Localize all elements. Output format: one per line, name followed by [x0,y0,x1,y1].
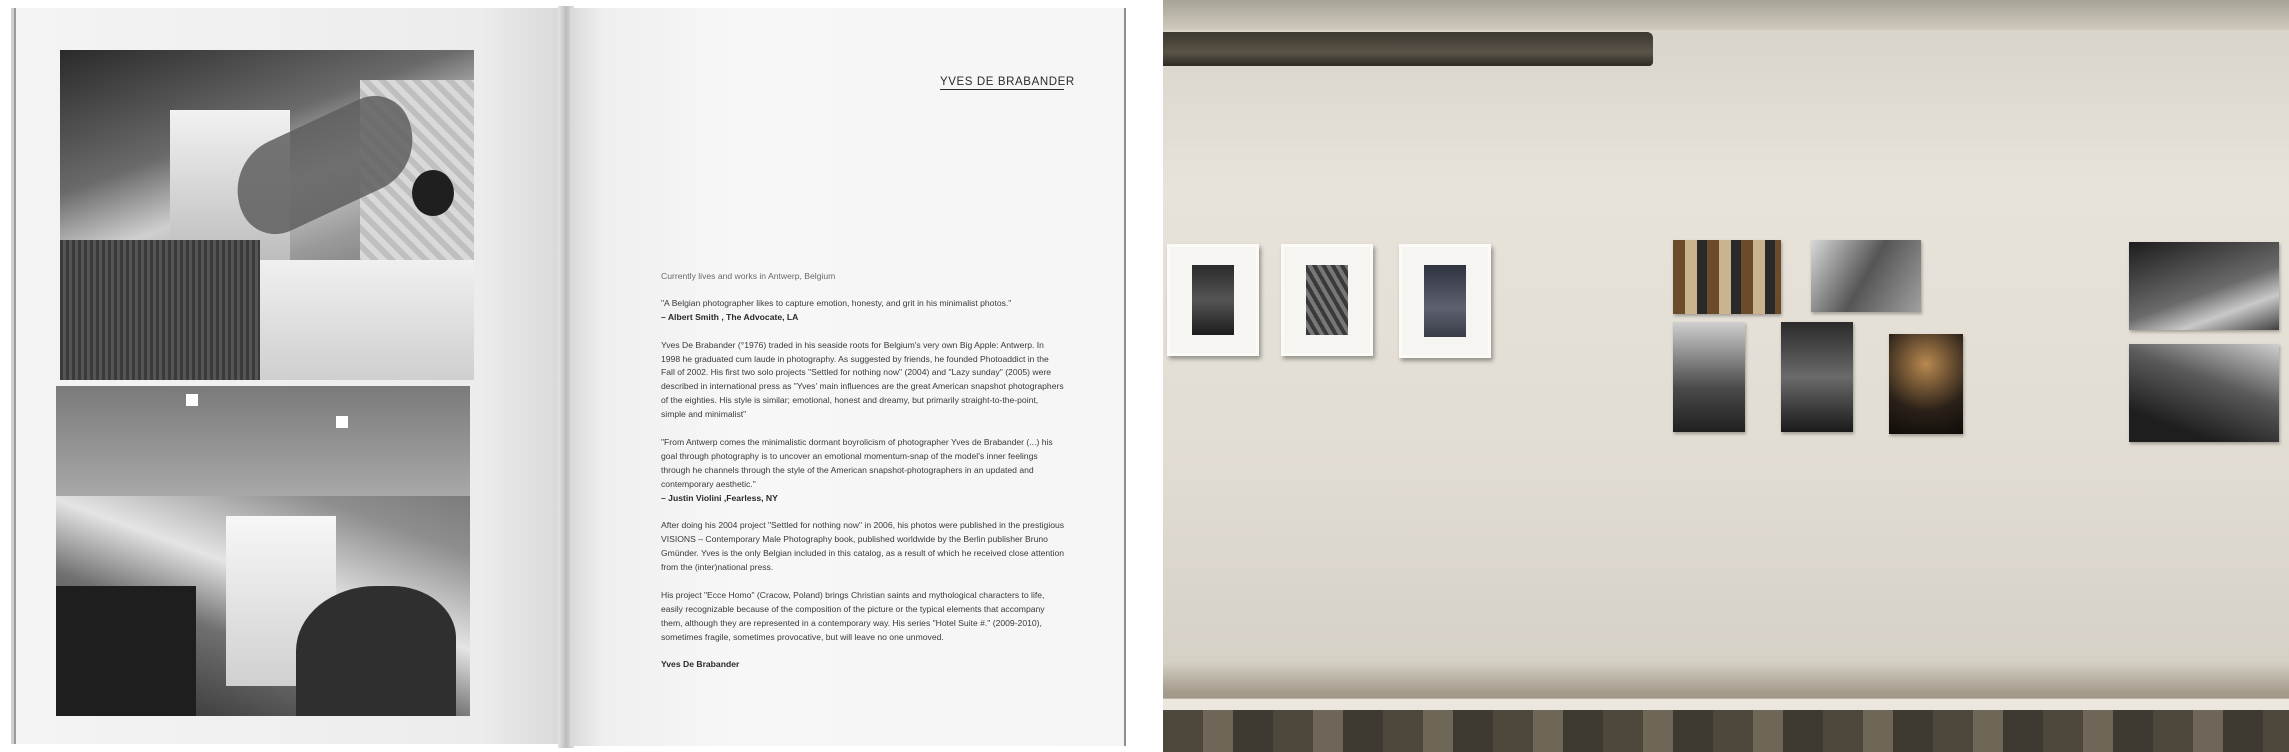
signature: Yves De Brabander [661,659,740,670]
wall-print [1673,240,1781,314]
wall-print [1811,240,1921,312]
ecce-homo-paragraph: His project "Ecce Homo" (Cracow, Poland) brings Christian saints and mythological characters to life, easily recognizable because of the composition of the picture or the typical elements that accompany them, although they are represented in a contemporary way. His series "Hotel Suite #." (2009-2010), sometimes fragile, sometimes provocative, but will leave no one unmoved. [661,589,1045,642]
author-heading: YVES DE BRABANDER [940,76,1075,88]
quote-1-attribution: – Albert Smith , The Advocate, LA [661,311,799,322]
bio-paragraph: Yves De Brabander (°1976) traded in his seaside roots for Belgium's very own Big Apple: Antwerp. In 1998 he graduated cum laude in photography. As suggested by friends, he founded Photoaddict in the Fall of 2002. His first two solo projects "Settled for nothing now" (2004) and "Lazy sunday" (2005) were described in international press as "Yves' main influences are the great American snapshot photographers of the eighties. His style is similar; emotional, honest and dreamy, but primarily straight-to-the-point, simple and minimalist" [661,339,1064,420]
bedroom-photo-top [60,50,474,380]
print-image [1192,265,1234,335]
wall-print [2129,344,2279,442]
wall-print [1889,334,1963,434]
wall-print [2129,242,2279,330]
ceiling-lamp [186,394,198,406]
framed-print [1167,244,1259,356]
quote-1-text: "A Belgian photographer likes to capture emotion, honesty, and grit in his minimalist photos." [661,297,1012,308]
print-image [1306,265,1348,335]
ceiling [1163,0,2289,30]
catalog-text [661,270,1065,686]
wall-print [1781,322,1853,432]
ceiling [56,386,470,496]
catalog-left-page [14,8,564,744]
print-image [1424,265,1466,337]
knit-blanket [60,240,260,380]
quote-1 [661,297,1065,325]
floor [1163,710,2289,752]
ceiling-lamp [336,416,348,428]
gallery-wall-photo [1163,0,2289,752]
quote-2-attribution: – Justin Violini ,Fearless, NY [661,492,778,503]
quote-2-text: "From Antwerp comes the minimalistic dormant boyrolicism of photographer Yves de Brabander (...) his goal through photography is to uncover an emotional momentum-snap of the model's inner feelings through he channels through the style of the American snapshot-photographers in an updated and contemporary aesthetic." [661,436,1053,489]
visions-paragraph: After doing his 2004 project "Settled for nothing now" in 2006, his photos were published in the prestigious VISIONS – Contemporary Male Photography book, published worldwide by the Berlin publisher Bruno Gmünder. Yves is the only Belgian included in this catalog, as a result of which he received close attention from the (inter)national press. [661,520,1065,573]
blurred-figure [296,586,456,716]
dark-foreground [56,586,196,716]
framed-print [1281,244,1373,356]
location-line: Currently lives and works in Antwerp, Belgium [661,271,836,281]
quote-2 [661,436,1065,506]
figure-head [412,170,454,216]
wall-print [1673,322,1745,432]
framed-print [1399,244,1491,358]
bedroom-photo-bottom [56,386,470,716]
ceiling-beam [1163,32,1653,66]
